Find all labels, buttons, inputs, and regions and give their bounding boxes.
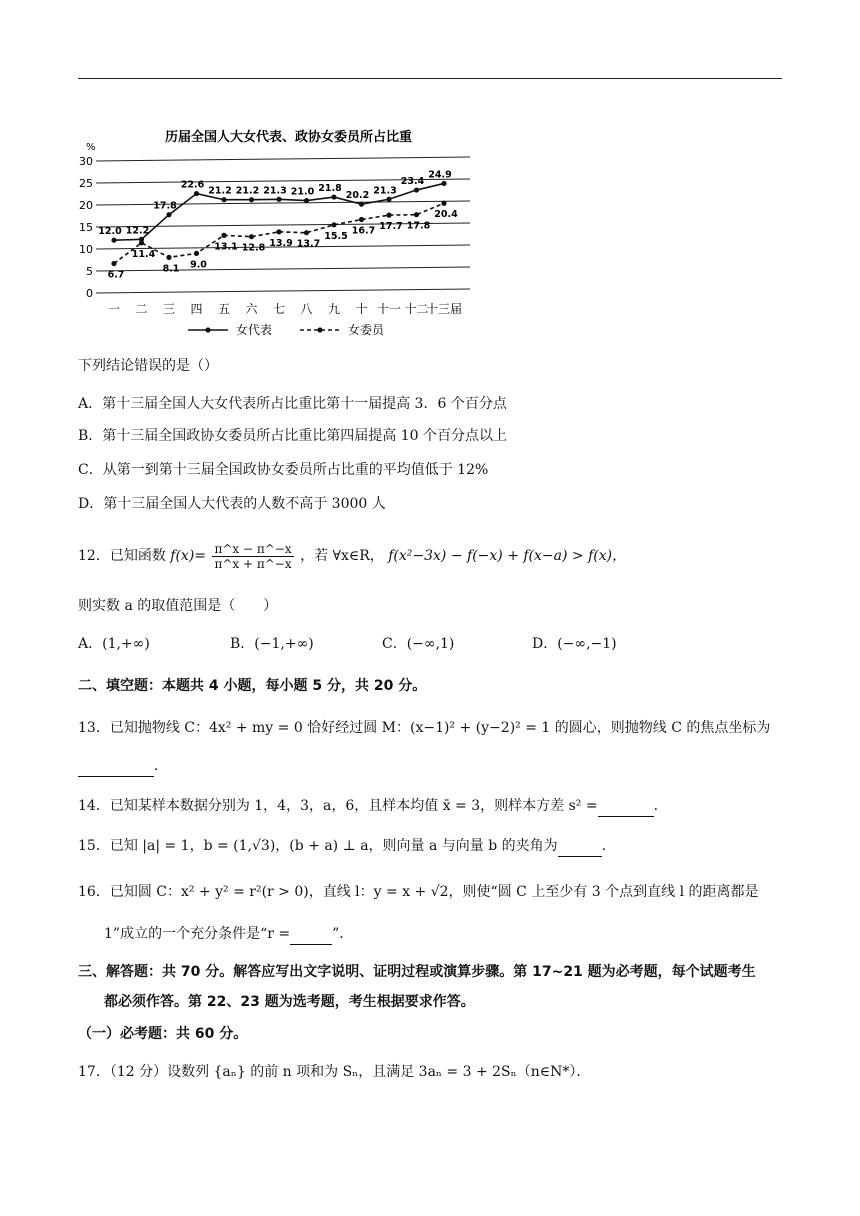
section-3-sub: （一）必考题：共 60 分。 [78, 1026, 248, 1042]
data-point [441, 201, 446, 206]
q14-text: 14．已知某样本数据分别为 1，4，3，a，6，且样本均值 x̄ = 3，则样本方差 s² = [78, 798, 598, 814]
data-point [139, 240, 144, 245]
data-point [249, 197, 254, 202]
data-point [441, 181, 446, 186]
data-label: 13.7 [296, 238, 321, 250]
data-point [166, 212, 171, 217]
x-tick-label: 八 [300, 302, 313, 316]
y-tick-label: 10 [79, 243, 93, 256]
data-label: 13.9 [269, 237, 293, 249]
data-label: 16.7 [351, 225, 376, 237]
data-point [221, 197, 226, 202]
q13-end: ． [154, 758, 168, 774]
data-point [166, 255, 171, 260]
data-label: 17.7 [379, 221, 403, 233]
q11-stem: 下列结论错误的是（） [78, 358, 218, 374]
data-label: 6.7 [107, 269, 125, 281]
x-tick-label: 十二 [404, 302, 429, 316]
data-point [194, 191, 199, 196]
q12-option-c: C．(−∞,1) [382, 636, 455, 652]
q15-blank[interactable] [558, 836, 602, 857]
data-label: 8.1 [162, 263, 180, 275]
q11-option-a: A．第十三届全国人大女代表所占比重比第十一届提高 3．6 个百分点 [78, 396, 507, 412]
data-label: 21.2 [208, 185, 232, 197]
header-rule [78, 78, 782, 79]
data-point [111, 261, 116, 266]
q13-blank[interactable] [78, 756, 154, 777]
q16-line1: 16．已知圆 C：x² + y² = r²(r > 0)，直线 l：y = x + √2，则使“圆 C 上至少有 3 个点到直线 l 的距离都是 [78, 884, 759, 900]
q12-mid: ，若 ∀x∈R， [300, 548, 384, 564]
q12-prefix: 12．已知函数 [78, 548, 166, 564]
legend-label: 女委员 [348, 323, 385, 337]
data-label: 21.3 [373, 185, 397, 197]
data-label: 23.4 [400, 176, 425, 188]
q12-inequality: f(x²−3x) − f(−x) + f(x−a) > f(x)， [388, 548, 627, 564]
data-label: 12.8 [241, 242, 266, 254]
y-tick-label: 15 [79, 221, 93, 234]
x-tick-label: 九 [327, 302, 341, 316]
data-label: 21.2 [235, 185, 260, 197]
data-point [249, 234, 254, 239]
x-tick-label: 十一 [376, 302, 402, 316]
x-tick-label: 二 [135, 302, 148, 316]
data-point [304, 230, 309, 235]
data-label: 22.6 [180, 179, 205, 191]
q17-text: 17．（12 分）设数列 {aₙ} 的前 n 项和为 Sₙ，且满足 3aₙ = 3 + 2Sₙ（n∈N*）． [78, 1064, 591, 1080]
q12-option-a: A．(1,+∞) [78, 636, 150, 652]
q12-option-d: D．(−∞,−1) [532, 636, 617, 652]
data-label: 12.2 [125, 225, 150, 237]
data-point [276, 229, 281, 234]
data-point [111, 238, 116, 243]
q15-end: ． [601, 838, 616, 854]
data-label: 21.3 [263, 185, 287, 197]
q11-option-d: D．第十三届全国人大代表的人数不高于 3000 人 [78, 496, 386, 512]
data-label: 21.8 [318, 183, 342, 195]
q12-func: f(x)= [170, 548, 207, 564]
section-2-heading: 二、填空题：本题共 4 小题，每小题 5 分，共 20 分。 [78, 678, 427, 694]
q12-line2: 则实数 a 的取值范围是（ ） [78, 598, 278, 614]
data-point [386, 197, 391, 202]
y-tick-label: 20 [79, 199, 93, 212]
data-label: 13.1 [214, 241, 238, 253]
q13-answer-line [78, 756, 168, 777]
gridline [96, 267, 470, 271]
q16-cont: 1”成立的一个充分条件是“r = [104, 926, 291, 942]
data-point [386, 213, 391, 218]
data-point [359, 202, 364, 207]
q15-line [78, 836, 616, 857]
data-label: 11.4 [131, 248, 156, 260]
legend-label: 女代表 [236, 323, 273, 337]
data-label: 20.4 [434, 209, 458, 221]
data-point [414, 212, 419, 217]
q14-end: ． [653, 798, 668, 814]
q13-text: 13．已知抛物线 C：4x² + my = 0 恰好经过圆 M：(x−1)² + (y−2)² = 1 的圆心，则抛物线 C 的焦点坐标为 [78, 720, 771, 736]
data-label: 24.9 [428, 169, 452, 181]
y-axis-label: % [86, 142, 96, 153]
data-point [304, 198, 309, 203]
q12-line1 [78, 538, 626, 574]
data-point [359, 217, 364, 222]
q16-end: ”． [332, 926, 354, 942]
section-3-line2: 都必须作答。第 22、23 题为选考题，考生根据要求作答。 [104, 994, 475, 1010]
data-label: 15.5 [324, 230, 348, 242]
data-label: 21.0 [290, 186, 315, 198]
data-label: 12.0 [98, 226, 122, 238]
line-chart [78, 118, 488, 350]
q14-line [78, 796, 668, 817]
data-label: 9.0 [190, 259, 207, 271]
data-label: 17.8 [406, 220, 431, 232]
data-point [331, 194, 336, 199]
data-point [221, 233, 226, 238]
section-3-line1: 三、解答题：共 70 分。解答应写出文字说明、证明过程或演算步骤。第 17~21 题为必考题，每个试题考生 [78, 964, 756, 980]
gridline [96, 157, 470, 161]
q12-numerator: π^x − π^−x [214, 541, 292, 556]
chart-title: 历届全国人大女代表、政协女委员所占比重 [165, 130, 413, 145]
q14-blank[interactable] [598, 796, 654, 817]
legend-swatch-dot [317, 327, 322, 332]
data-point [276, 197, 281, 202]
x-tick-label: 六 [245, 302, 258, 316]
legend-swatch-dot [205, 327, 210, 332]
q15-text: 15．已知 |a| = 1，b = (1,√3)，(b + a) ⊥ a，则向量 a 与向量 b 的夹角为 [78, 838, 558, 854]
data-label: 20.2 [345, 190, 370, 202]
x-tick-label: 一 [107, 302, 121, 316]
x-tick-label: 三 [162, 302, 176, 316]
y-tick-label: 5 [86, 265, 93, 278]
x-tick-label: 五 [217, 302, 231, 316]
q11-option-c: C．从第一到第十三届全国政协女委员所占比重的平均值低于 12% [78, 462, 489, 478]
gridline [96, 201, 470, 205]
x-tick-label: 七 [272, 302, 286, 316]
data-point [194, 251, 199, 256]
data-point [414, 187, 419, 192]
data-point [331, 222, 336, 227]
q16-line2 [104, 924, 353, 945]
y-tick-label: 25 [79, 177, 93, 190]
data-label: 17.8 [153, 200, 177, 212]
q11-option-b: B．第十三届全国政协女委员所占比重比第四届提高 10 个百分点以上 [78, 428, 508, 444]
x-tick-label: 四 [190, 302, 203, 316]
q12-fraction [212, 542, 293, 571]
x-tick-label: 十三届 [425, 302, 463, 316]
q12-denominator: π^x + π^−x [214, 556, 292, 571]
x-tick-label: 十 [355, 302, 368, 316]
q12-option-b: B．(−1,+∞) [230, 636, 314, 652]
y-tick-label: 0 [86, 287, 93, 300]
q16-blank[interactable] [290, 924, 332, 945]
gridline [96, 289, 470, 293]
y-tick-label: 30 [79, 155, 93, 168]
